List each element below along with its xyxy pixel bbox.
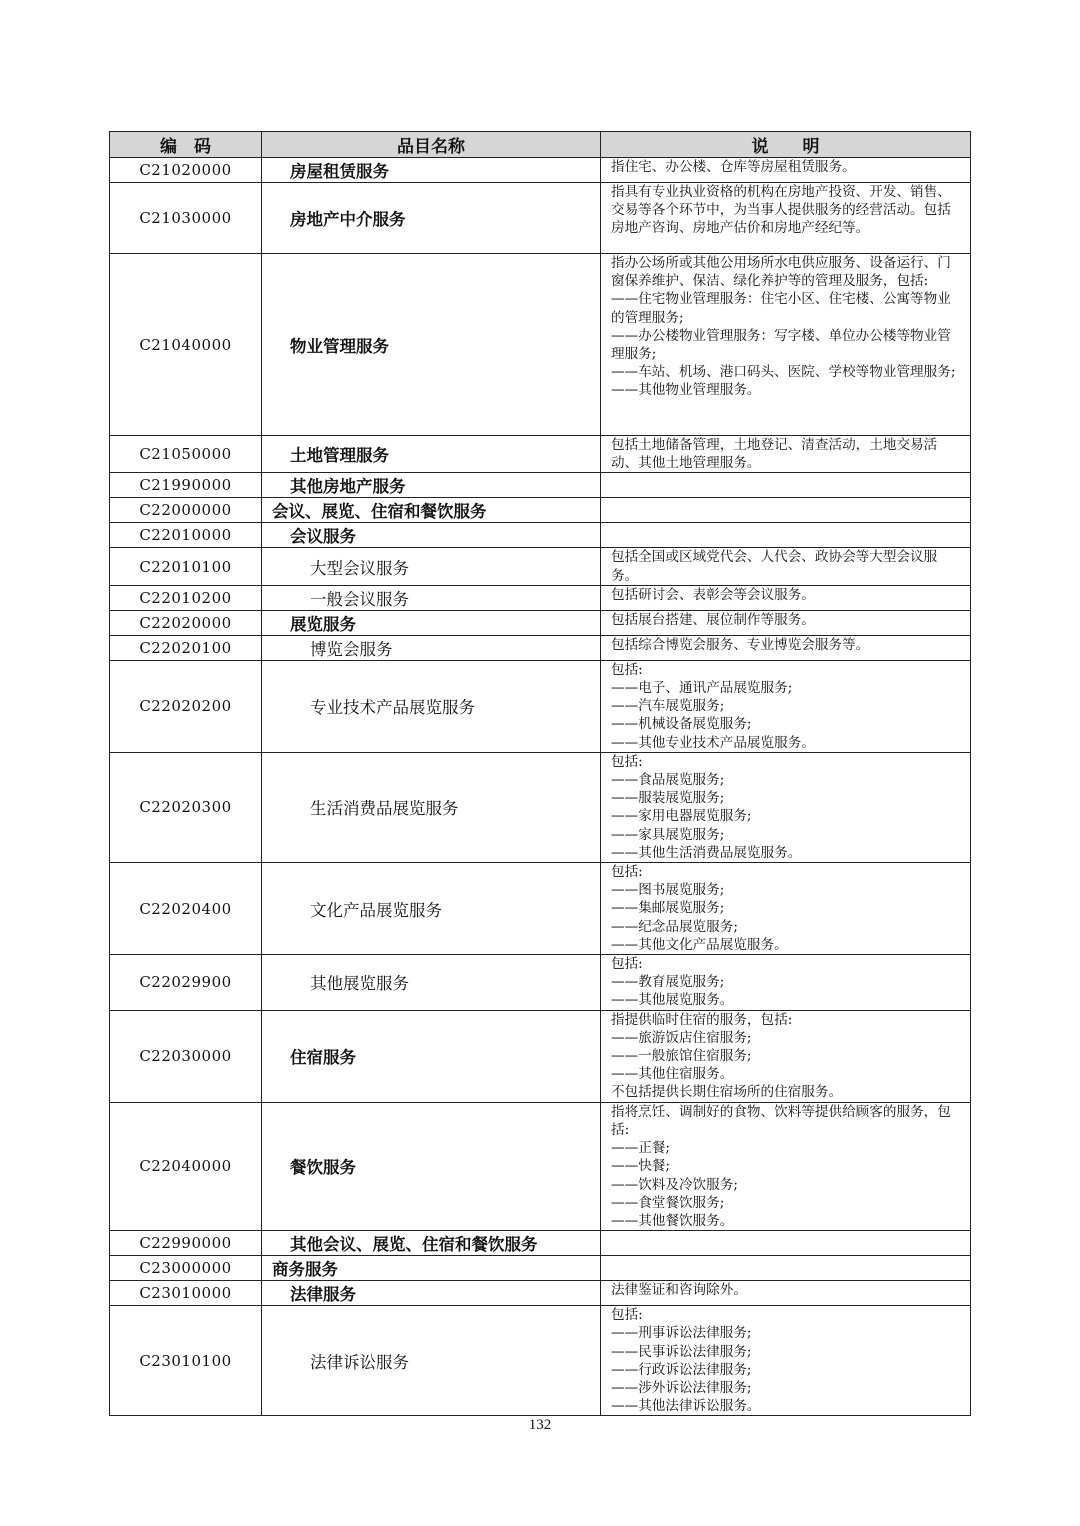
item-description <box>601 523 971 548</box>
item-name: 住宿服务 <box>262 1010 601 1102</box>
item-description: 包括: ——教育展览服务; ——其他展览服务。 <box>601 955 971 1011</box>
page-number: 132 <box>528 1417 552 1433</box>
table-row <box>110 1281 971 1306</box>
item-code: C22020400 <box>110 863 262 955</box>
item-code: C22020000 <box>110 610 262 635</box>
item-description: 包括研讨会、表彰会等会议服务。 <box>601 585 971 610</box>
item-code: C22010100 <box>110 548 262 585</box>
item-description: 包括展台搭建、展位制作等服务。 <box>601 610 971 635</box>
item-description: 指住宅、办公楼、仓库等房屋租赁服务。 <box>601 158 971 183</box>
item-code: C23010100 <box>110 1306 262 1416</box>
item-code: C22029900 <box>110 955 262 1011</box>
item-name: 展览服务 <box>262 610 601 635</box>
item-code: C21050000 <box>110 436 262 473</box>
header-name: 品目名称 <box>262 132 601 158</box>
table-row <box>110 523 971 548</box>
item-description: 包括全国或区域党代会、人代会、政协会等大型会议服务。 <box>601 548 971 585</box>
item-description <box>601 1256 971 1281</box>
catalog-table <box>109 131 971 1416</box>
table-row <box>110 1256 971 1281</box>
item-description: 指将烹饪、调制好的食物、饮料等提供给顾客的服务，包括: ——正餐; ——快餐; ——饮料及冷饮服务; ——食堂餐饮服务; ——其他餐饮服务。 <box>601 1102 971 1230</box>
item-name: 餐饮服务 <box>262 1102 601 1230</box>
item-description <box>601 1231 971 1256</box>
table-row <box>110 473 971 498</box>
item-description: 法律鉴证和咨询除外。 <box>601 1281 971 1306</box>
table-row <box>110 1231 971 1256</box>
item-code: C21030000 <box>110 183 262 254</box>
item-code: C21990000 <box>110 473 262 498</box>
item-name: 土地管理服务 <box>262 436 601 473</box>
item-name: 大型会议服务 <box>262 548 601 585</box>
item-code: C21040000 <box>110 254 262 436</box>
item-name: 商务服务 <box>262 1256 601 1281</box>
table-row <box>110 955 971 1011</box>
item-description: 指办公场所或其他公用场所水电供应服务、设备运行、门窗保养维护、保洁、绿化养护等的管理及服务，包括: ——住宅物业管理服务：住宅小区、住宅楼、公寓等物业的管理服务; ——办公楼物业管理服务：写字楼、单位办公楼等物业管理服务; ——车站、机场、港口码头、医院、学校等物业管理服务; ——其他物业管理服务。 <box>601 254 971 436</box>
item-name: 物业管理服务 <box>262 254 601 436</box>
item-code: C22010000 <box>110 523 262 548</box>
table-row <box>110 1306 971 1416</box>
item-description: 指具有专业执业资格的机构在房地产投资、开发、销售、交易等各个环节中，为当事人提供服务的经营活动。包括房地产咨询、房地产估价和房地产经纪等。 <box>601 183 971 254</box>
header-code: 编 码 <box>110 132 262 158</box>
item-code: C22020300 <box>110 752 262 862</box>
table-header-row <box>110 132 971 158</box>
item-name: 会议、展览、住宿和餐饮服务 <box>262 498 601 523</box>
header-description: 说 明 <box>601 132 971 158</box>
item-name: 会议服务 <box>262 523 601 548</box>
item-code: C22000000 <box>110 498 262 523</box>
item-description: 指提供临时住宿的服务，包括: ——旅游饭店住宿服务; ——一般旅馆住宿服务; ——其他住宿服务。 不包括提供长期住宿场所的住宿服务。 <box>601 1010 971 1102</box>
item-code: C22040000 <box>110 1102 262 1230</box>
item-name: 房屋租赁服务 <box>262 158 601 183</box>
item-code: C22030000 <box>110 1010 262 1102</box>
table-row <box>110 254 971 436</box>
item-code: C22020100 <box>110 635 262 660</box>
item-code: C22020200 <box>110 660 262 752</box>
table-row <box>110 1010 971 1102</box>
item-name: 博览会服务 <box>262 635 601 660</box>
item-name: 专业技术产品展览服务 <box>262 660 601 752</box>
item-description: 包括: ——刑事诉讼法律服务; ——民事诉讼法律服务; ——行政诉讼法律服务; ——涉外诉讼法律服务; ——其他法律诉讼服务。 <box>601 1306 971 1416</box>
table-row <box>110 863 971 955</box>
table-row <box>110 752 971 862</box>
table-body <box>110 158 971 1416</box>
item-name: 一般会议服务 <box>262 585 601 610</box>
table-row <box>110 158 971 183</box>
item-name: 法律诉讼服务 <box>262 1306 601 1416</box>
item-name: 文化产品展览服务 <box>262 863 601 955</box>
item-name: 其他会议、展览、住宿和餐饮服务 <box>262 1231 601 1256</box>
item-description: 包括综合博览会服务、专业博览会服务等。 <box>601 635 971 660</box>
table-row <box>110 610 971 635</box>
item-code: C22990000 <box>110 1231 262 1256</box>
table-row <box>110 498 971 523</box>
item-description <box>601 473 971 498</box>
item-description: 包括: ——电子、通讯产品展览服务; ——汽车展览服务; ——机械设备展览服务; ——其他专业技术产品展览服务。 <box>601 660 971 752</box>
item-description: 包括: ——食品展览服务; ——服装展览服务; ——家用电器展览服务; ——家具展览服务; ——其他生活消费品展览服务。 <box>601 752 971 862</box>
item-name: 其他房地产服务 <box>262 473 601 498</box>
table-row <box>110 660 971 752</box>
item-code: C23000000 <box>110 1256 262 1281</box>
item-name: 房地产中介服务 <box>262 183 601 254</box>
item-description <box>601 498 971 523</box>
table-row <box>110 635 971 660</box>
table-row <box>110 436 971 473</box>
item-name: 其他展览服务 <box>262 955 601 1011</box>
item-code: C22010200 <box>110 585 262 610</box>
item-description: 包括土地储备管理，土地登记、清查活动，土地交易活动、其他土地管理服务。 <box>601 436 971 473</box>
item-description: 包括: ——图书展览服务; ——集邮展览服务; ——纪念品展览服务; ——其他文化产品展览服务。 <box>601 863 971 955</box>
table-row <box>110 585 971 610</box>
item-code: C23010000 <box>110 1281 262 1306</box>
table-row <box>110 183 971 254</box>
table-row <box>110 1102 971 1230</box>
table-row <box>110 548 971 585</box>
item-code: C21020000 <box>110 158 262 183</box>
item-name: 生活消费品展览服务 <box>262 752 601 862</box>
item-name: 法律服务 <box>262 1281 601 1306</box>
